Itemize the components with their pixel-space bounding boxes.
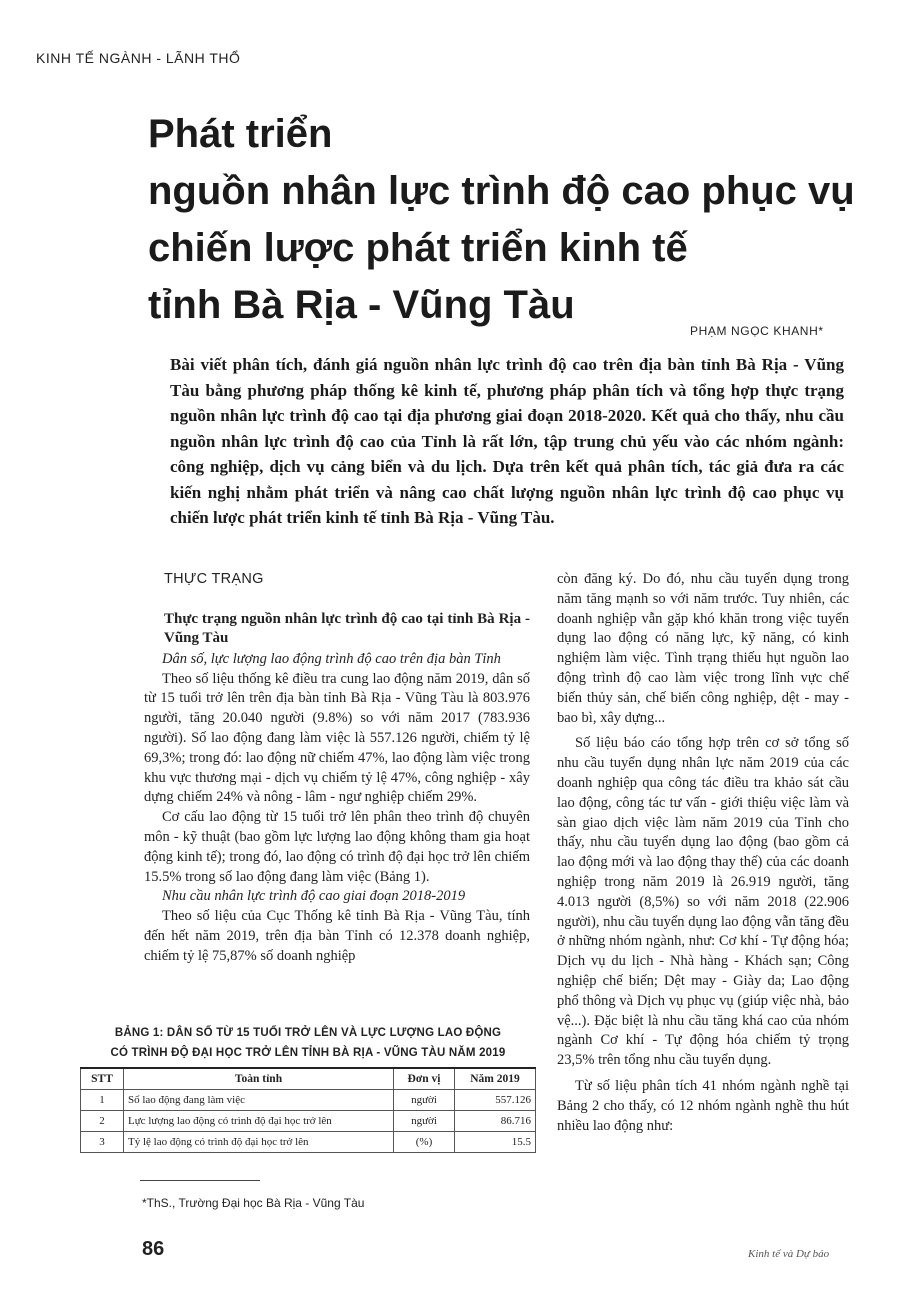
- right-column: [557, 570, 849, 1136]
- section-heading: THỰC TRẠNG: [164, 571, 264, 587]
- header-stt: STT: [81, 1068, 124, 1090]
- cell-name: Số lao động đang làm việc: [124, 1090, 394, 1111]
- cell-stt: 3: [81, 1132, 124, 1153]
- author-name: PHẠM NGỌC KHANH*: [690, 324, 824, 338]
- paragraph: còn đăng ký. Do đó, nhu cầu tuyển dụng trong năm tăng mạnh so với năm trước. Tuy nhiên, các doanh nghiệp vẫn gặp khó khăn trong việc tuyển dụng lao động có năng lực, kỹ năng, có kinh nghiệm làm việc. Tình trạng thiếu hụt nguồn lao động trình độ cao làm việc trong lĩnh vực chế biến thủy sản, chế biến công nghiệp, dệt - may - bao bì, xây dựng...: [557, 571, 849, 726]
- footnote: *ThS., Trường Đại học Bà Rịa - Vũng Tàu: [142, 1196, 365, 1210]
- cell-stt: 2: [81, 1111, 124, 1132]
- cell-value: 86.716: [455, 1111, 536, 1132]
- data-table: [80, 1067, 536, 1153]
- table-row: [81, 1090, 536, 1111]
- cell-unit: người: [394, 1090, 455, 1111]
- subsection-heading: Thực trạng nguồn nhân lực trình độ cao tại tỉnh Bà Rịa - Vũng Tàu: [164, 610, 530, 646]
- journal-name: Kinh tế và Dự báo: [748, 1248, 830, 1260]
- header-year: Năm 2019: [455, 1068, 536, 1090]
- paragraph: Cơ cấu lao động từ 15 tuổi trở lên phân theo trình độ chuyên môn - kỹ thuật (bao gồm lực lượng lao động không tham gia hoạt động kinh tế); trong đó, lao động có trình độ đại học trở lên chiếm 15.5% trong số lao động đang làm việc (Bảng 1).: [144, 809, 530, 885]
- title-line-2: nguồn nhân lực trình độ cao phục vụ: [148, 169, 855, 213]
- section-label: KINH TẾ NGÀNH - LÃNH THỔ: [36, 50, 241, 66]
- italic-heading-population: Dân số, lực lượng lao động trình độ cao trên địa bàn Tỉnh: [162, 650, 501, 667]
- paragraph: Số liệu báo cáo tổng hợp trên cơ sở tổng số nhu cầu tuyển dụng nhân lực năm 2019 của các doanh nghiệp qua công tác điều tra khảo sát cầu lao động, công tác tư vấn - giới thiệu việc làm và sàn giao dịch việc làm năm 2019 của Tỉnh cho thấy, nhu cầu tuyển dụng lao động (bao gồm cả lao động mới và lao động thay thế) của các doanh nghiệp trong năm 2019 là 26.919 người, tăng 4.013 người (8,5%) so với năm 2018 (22.906 người), nhu cầu tuyển dụng lao động vẫn tăng đều ở những nhóm ngành, như: Cơ khí - Tự động hóa; Dịch vụ du lịch - Nhà hàng - Khách sạn; Công nghiệp chế biến; Dệt may - Giày da; Lao động phổ thông và Dịch vụ phục vụ (giúp việc nhà, bảo vệ...). Đặc biệt là nhu cầu tăng khá cao của nhóm ngành Cơ khí - Tự động hóa chiếm tỷ trọng 23,5% trên tổng nhu cầu tuyển dụng.: [557, 735, 849, 1069]
- title-line-3: chiến lược phát triển kinh tế: [148, 226, 688, 270]
- article-title: [148, 106, 868, 334]
- italic-heading-demand: Nhu cầu nhân lực trình độ cao giai đoạn 2018-2019: [162, 888, 466, 905]
- table-header-row: [81, 1068, 536, 1090]
- left-column: [144, 570, 530, 967]
- abstract: Bài viết phân tích, đánh giá nguồn nhân lực trình độ cao trên địa bàn tỉnh Bà Rịa - Vũng Tàu bằng phương pháp thống kê kinh tế, phương pháp phân tích và tổng hợp thực trạng nguồn nhân lực trình độ cao tại địa phương giai đoạn 2018-2020. Kết quả cho thấy, nhu cầu nguồn nhân lực trình độ cao của Tỉnh là rất lớn, tập trung chủ yếu vào các nhóm ngành: công nghiệp, dịch vụ cảng biển và du lịch. Dựa trên kết quả phân tích, tác giả đưa ra các kiến nghị nhằm phát triển và nâng cao chất lượng nguồn nhân lực trình độ cao phục vụ chiến lược phát triển kinh tế tỉnh Bà Rịa - Vũng Tàu.: [170, 355, 844, 527]
- table-row: [81, 1132, 536, 1153]
- paragraph: Theo số liệu thống kê điều tra cung lao động năm 2019, dân số từ 15 tuổi trở lên trên địa bàn tỉnh Bà Rịa - Vũng Tàu là 803.976 người, tăng 20.040 người (9.8%) so với năm 2017 (783.936 người). Số lao động đang làm việc là 557.126 người, chiếm tỷ lệ 69,3%; trong đó: lao động nữ chiếm 47%, lao động làm việc trong khu vực thương mại - dịch vụ chiếm tỷ lệ 47%, công nghiệp - xây dựng chiếm 24% và nông - lâm - ngư nghiệp chiếm 29%.: [144, 670, 530, 806]
- table-caption-line-1: BẢNG 1: DÂN SỐ TỪ 15 TUỔI TRỞ LÊN VÀ LỰC LƯỢNG LAO ĐỘNG: [114, 1027, 502, 1039]
- header-name: Toàn tỉnh: [124, 1068, 394, 1090]
- cell-value: 15.5: [455, 1132, 536, 1153]
- cell-value: 557.126: [455, 1090, 536, 1111]
- header-unit: Đơn vị: [394, 1068, 455, 1090]
- paragraph: Từ số liệu phân tích 41 nhóm ngành nghề tại Bảng 2 cho thấy, có 12 nhóm ngành nghề thu hút nhiều lao động như:: [557, 1077, 849, 1134]
- footnote-divider: [140, 1180, 260, 1181]
- cell-name: Tỷ lệ lao động có trình độ đại học trở lên: [124, 1132, 394, 1153]
- title-line-4: tỉnh Bà Rịa - Vũng Tàu: [148, 283, 575, 327]
- title-line-1: Phát triển: [148, 112, 333, 156]
- table-caption-line-2: CÓ TRÌNH ĐỘ ĐẠI HỌC TRỞ LÊN TỈNH BÀ RỊA - VŨNG TÀU NĂM 2019: [110, 1047, 506, 1059]
- cell-stt: 1: [81, 1090, 124, 1111]
- cell-name: Lực lượng lao động có trình độ đại học trở lên: [124, 1111, 394, 1132]
- table-row: [81, 1111, 536, 1132]
- cell-unit: người: [394, 1111, 455, 1132]
- cell-unit: (%): [394, 1132, 455, 1153]
- paragraph: Theo số liệu của Cục Thống kê tỉnh Bà Rịa - Vũng Tàu, tính đến hết năm 2019, trên địa bàn Tỉnh có 12.378 doanh nghiệp, chiếm tỷ lệ 75,87% số doanh nghiệp: [144, 908, 530, 964]
- page-number: 86: [142, 1238, 165, 1260]
- table-caption: [82, 1023, 534, 1063]
